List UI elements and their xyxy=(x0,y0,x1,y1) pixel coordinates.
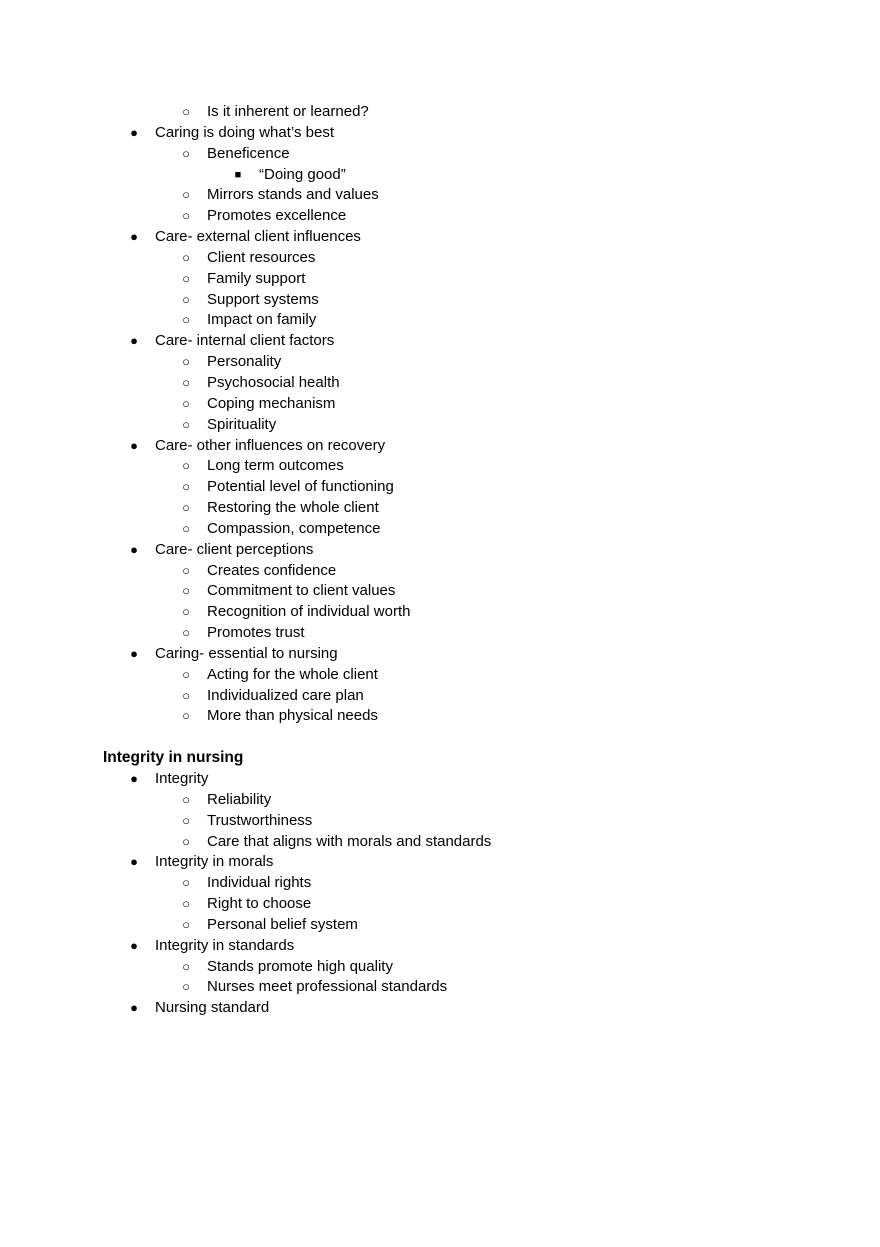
list-item-level-2 xyxy=(0,185,880,206)
hollow-circle-bullet-icon: ○ xyxy=(182,354,190,370)
hollow-circle-bullet-icon: ○ xyxy=(182,104,190,119)
filled-circle-bullet-icon: ● xyxy=(130,771,138,786)
filled-circle-bullet-icon: ● xyxy=(130,229,138,245)
list-item-text: Individual rights xyxy=(207,874,312,892)
filled-circle-bullet-icon: ● xyxy=(130,124,138,140)
list-item-level-2 xyxy=(0,310,880,331)
list-item-text: Coping mechanism xyxy=(207,394,336,412)
list-item-level-1 xyxy=(0,998,880,1019)
list-item-level-1 xyxy=(0,936,880,957)
list-item-level-2 xyxy=(0,811,880,832)
hollow-circle-bullet-icon: ○ xyxy=(182,312,190,328)
list-item-text: Care- external client influences xyxy=(155,228,361,246)
hollow-circle-bullet-icon: ○ xyxy=(182,520,190,536)
hollow-circle-bullet-icon: ○ xyxy=(182,291,190,307)
list-item-level-2 xyxy=(0,790,880,811)
list-item-text: Care that aligns with morals and standards xyxy=(207,832,492,850)
list-item-text: Client resources xyxy=(207,248,316,266)
list-item-text: Support systems xyxy=(207,290,319,308)
list-item-level-2 xyxy=(0,706,880,727)
list-item-text: More than physical needs xyxy=(207,707,378,725)
list-item-text: Is it inherent or learned? xyxy=(207,103,369,120)
list-item-level-2 xyxy=(0,977,880,998)
list-item-text: Family support xyxy=(207,269,306,287)
list-item-level-2 xyxy=(0,602,880,623)
hollow-circle-bullet-icon: ○ xyxy=(182,374,190,390)
filled-circle-bullet-icon: ● xyxy=(130,937,138,953)
list-item-text: Promotes excellence xyxy=(207,207,347,225)
hollow-circle-bullet-icon: ○ xyxy=(182,583,190,599)
hollow-circle-bullet-icon: ○ xyxy=(182,604,190,620)
list-item-level-2 xyxy=(0,665,880,686)
list-item-text: Spirituality xyxy=(207,415,277,433)
list-item-text: Long term outcomes xyxy=(207,457,344,475)
hollow-circle-bullet-icon: ○ xyxy=(182,562,190,578)
filled-square-bullet-icon: ■ xyxy=(234,168,242,181)
list-item-text: Restoring the whole client xyxy=(207,499,379,517)
list-item-level-2 xyxy=(0,269,880,290)
list-item-level-1 xyxy=(0,331,880,352)
list-item-level-3 xyxy=(0,165,880,186)
filled-circle-bullet-icon: ● xyxy=(130,333,138,349)
list-item-text: Personality xyxy=(207,353,282,371)
list-item-text: Commitment to client values xyxy=(207,582,396,600)
list-item-level-1 xyxy=(0,540,880,561)
list-item-level-2 xyxy=(0,561,880,582)
list-item-level-2 xyxy=(0,248,880,269)
hollow-circle-bullet-icon: ○ xyxy=(182,625,190,641)
list-item-level-2 xyxy=(0,352,880,373)
list-item-text: Acting for the whole client xyxy=(207,665,378,683)
list-item-text: Reliability xyxy=(207,790,272,808)
list-item-text: Mirrors stands and values xyxy=(207,186,379,204)
list-item-level-1 xyxy=(0,123,880,144)
list-item-text: Potential level of functioning xyxy=(207,478,394,496)
hollow-circle-bullet-icon: ○ xyxy=(182,916,190,932)
blank-line xyxy=(0,727,880,748)
list-item-level-2 xyxy=(0,686,880,707)
list-item-level-2 xyxy=(0,581,880,602)
filled-circle-bullet-icon: ● xyxy=(130,437,138,453)
hollow-circle-bullet-icon: ○ xyxy=(182,833,190,849)
section-heading xyxy=(0,748,880,769)
list-item-text: Psychosocial health xyxy=(207,373,340,391)
list-item-level-2 xyxy=(0,394,880,415)
hollow-circle-bullet-icon: ○ xyxy=(182,708,190,724)
list-item-text: Promotes trust xyxy=(207,624,305,642)
list-item-level-2 xyxy=(0,415,880,436)
hollow-circle-bullet-icon: ○ xyxy=(182,875,190,891)
list-item-text: Caring- essential to nursing xyxy=(155,644,338,662)
hollow-circle-bullet-icon: ○ xyxy=(182,896,190,912)
list-item-level-2 xyxy=(0,519,880,540)
list-item-text: Personal belief system xyxy=(207,915,358,933)
hollow-circle-bullet-icon: ○ xyxy=(182,791,190,807)
list-item-level-1 xyxy=(0,227,880,248)
hollow-circle-bullet-icon: ○ xyxy=(182,687,190,703)
list-item-level-2 xyxy=(0,915,880,936)
list-item-level-1 xyxy=(0,644,880,665)
list-item-level-2 xyxy=(0,373,880,394)
list-item-text: Integrity xyxy=(155,770,209,787)
list-item-text: Right to choose xyxy=(207,895,312,913)
list-item-level-1 xyxy=(0,769,880,790)
list-item-level-2 xyxy=(0,290,880,311)
list-item-text: Recognition of individual worth xyxy=(207,603,411,621)
list-item-level-2 xyxy=(0,873,880,894)
heading-text: Integrity in nursing xyxy=(103,749,244,767)
hollow-circle-bullet-icon: ○ xyxy=(182,479,190,495)
list-item-level-2 xyxy=(0,144,880,165)
list-item-level-2 xyxy=(0,498,880,519)
filled-circle-bullet-icon: ● xyxy=(130,1000,138,1016)
list-item-text: Nursing standard xyxy=(155,999,270,1017)
list-item-level-1 xyxy=(0,852,880,873)
filled-circle-bullet-icon: ● xyxy=(130,541,138,557)
hollow-circle-bullet-icon: ○ xyxy=(182,458,190,474)
list-item-text: “Doing good” xyxy=(259,165,346,183)
hollow-circle-bullet-icon: ○ xyxy=(182,979,190,995)
filled-circle-bullet-icon: ● xyxy=(130,854,138,870)
list-item-text: Beneficence xyxy=(207,144,290,162)
document-page xyxy=(0,102,880,1019)
list-item-text: Impact on family xyxy=(207,311,317,329)
hollow-circle-bullet-icon: ○ xyxy=(182,395,190,411)
list-item-text: Caring is doing what’s best xyxy=(155,123,334,141)
filled-circle-bullet-icon: ● xyxy=(130,645,138,661)
hollow-circle-bullet-icon: ○ xyxy=(182,270,190,286)
list-item-text: Care- client perceptions xyxy=(155,540,314,558)
list-item-text: Integrity in standards xyxy=(155,936,295,954)
list-item-level-2 xyxy=(0,894,880,915)
hollow-circle-bullet-icon: ○ xyxy=(182,666,190,682)
list-item-level-1 xyxy=(0,436,880,457)
list-item-level-2 xyxy=(0,477,880,498)
list-item-text: Stands promote high quality xyxy=(207,957,393,975)
list-item-text: Compassion, competence xyxy=(207,519,381,537)
hollow-circle-bullet-icon: ○ xyxy=(182,208,190,224)
hollow-circle-bullet-icon: ○ xyxy=(182,187,190,203)
hollow-circle-bullet-icon: ○ xyxy=(182,249,190,265)
list-item-text: Nurses meet professional standards xyxy=(207,978,448,996)
list-item-text: Integrity in morals xyxy=(155,853,274,871)
hollow-circle-bullet-icon: ○ xyxy=(182,416,190,432)
hollow-circle-bullet-icon: ○ xyxy=(182,145,190,161)
list-item-level-2 xyxy=(0,456,880,477)
list-item-text: Care- internal client factors xyxy=(155,332,335,350)
list-item-text: Creates confidence xyxy=(207,561,337,579)
list-item-level-2 xyxy=(0,832,880,853)
list-item-level-2 xyxy=(0,102,880,123)
list-item-text: Care- other influences on recovery xyxy=(155,436,386,454)
hollow-circle-bullet-icon: ○ xyxy=(182,812,190,828)
list-item-text: Individualized care plan xyxy=(207,686,364,704)
list-item-level-2 xyxy=(0,206,880,227)
list-item-level-2 xyxy=(0,623,880,644)
hollow-circle-bullet-icon: ○ xyxy=(182,500,190,516)
hollow-circle-bullet-icon: ○ xyxy=(182,958,190,974)
list-item-text: Trustworthiness xyxy=(207,811,313,829)
list-item-level-2 xyxy=(0,957,880,978)
